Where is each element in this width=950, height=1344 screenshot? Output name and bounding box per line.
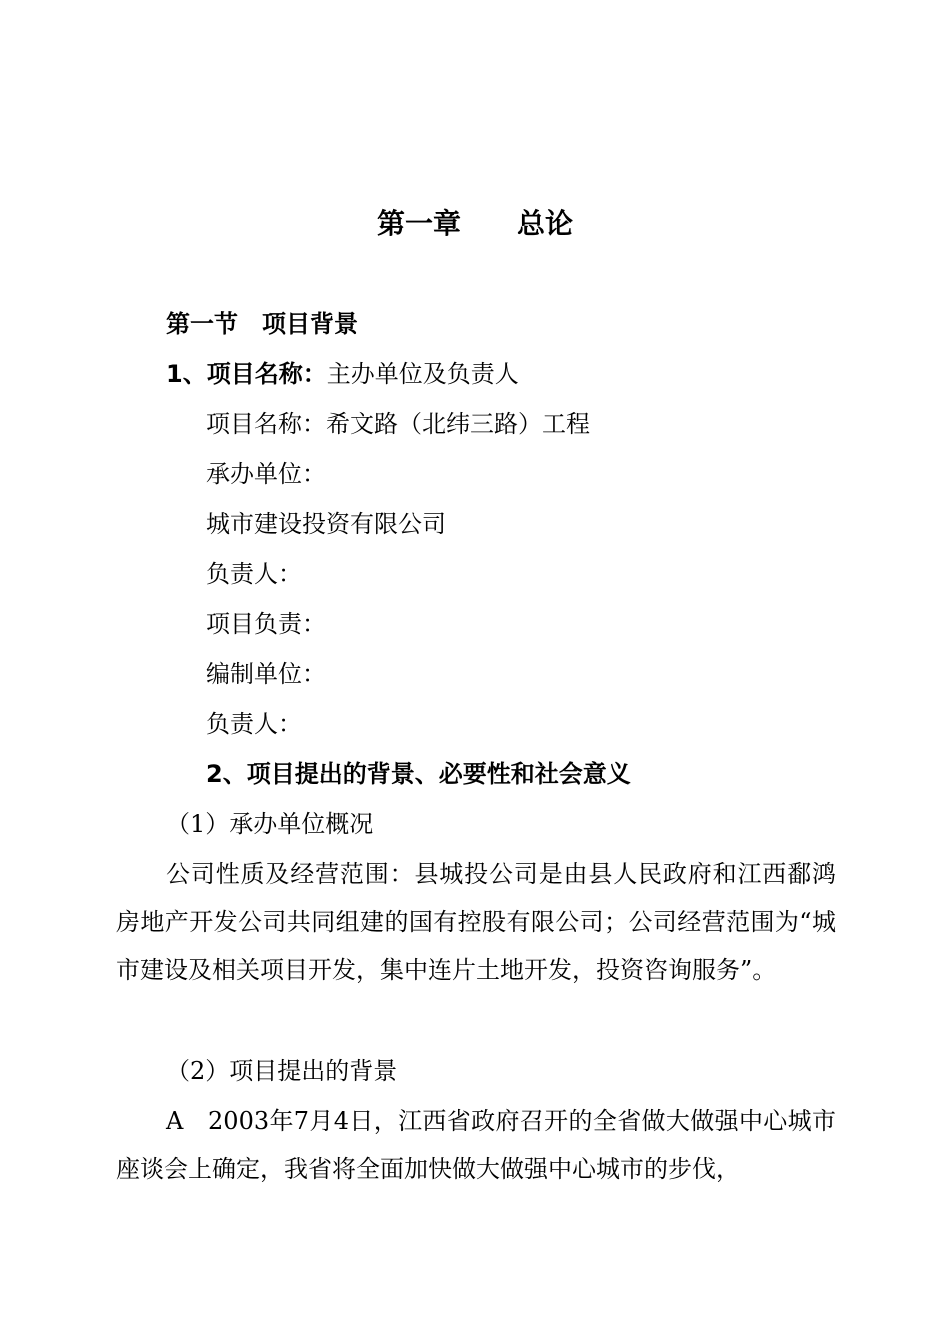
subheading-2: （2）项目提出的背景 <box>166 1057 398 1085</box>
undertaker-name: 城市建设投资有限公司 <box>206 510 446 538</box>
item2-heading: 2、项目提出的背景、必要性和社会意义 <box>206 760 631 788</box>
chapter-number: 第一章 <box>376 207 461 240</box>
item1-label: 1、项目名称： <box>166 360 327 388</box>
item1-text: 主办单位及负责人 <box>326 360 519 388</box>
item1-line <box>166 358 519 390</box>
chapter-title <box>0 206 950 242</box>
responsible-person: 负责人： <box>206 560 302 588</box>
subheading-1: （1）承办单位概况 <box>166 810 374 838</box>
project-lead: 项目负责： <box>206 610 326 638</box>
background-paragraph: A 2003年7月4日，江西省政府召开的全省做大做强中心城市座谈会上确定，我省将全面加快做大做强中心城市的步伐， <box>116 1107 836 1183</box>
compiler-unit: 编制单位： <box>206 660 326 688</box>
undertaker-label: 承办单位： <box>206 460 326 488</box>
project-name-line: 项目名称：希文路（北纬三路）工程 <box>206 410 590 438</box>
company-overview-paragraph: 公司性质及经营范围：县城投公司是由县人民政府和江西鄱鸿房地产开发公司共同组建的国有控股有限公司；公司经营范围为“城市建设及相关项目开发，集中连片土地开发，投资咨询服务”。 <box>116 860 836 984</box>
responsible-person-2: 负责人： <box>206 710 302 738</box>
section-heading: 第一节 项目背景 <box>166 310 358 338</box>
chapter-name: 总论 <box>517 207 574 240</box>
